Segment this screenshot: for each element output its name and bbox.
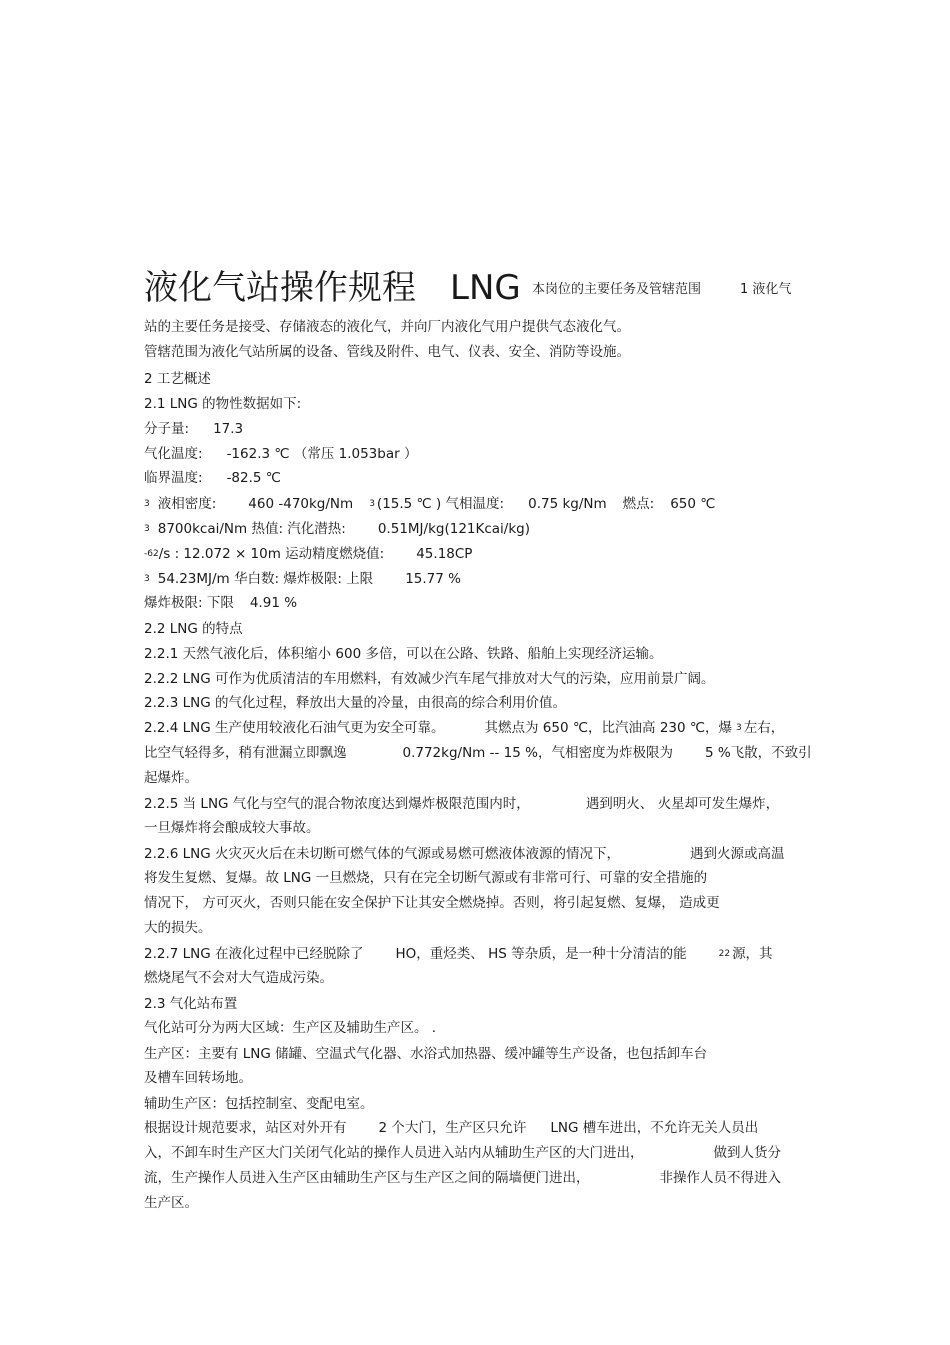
- property-label: 54.23MJ/m 华白数: 爆炸极限: 上限: [157, 571, 374, 587]
- title-subtitle: 本岗位的主要任务及管辖范围: [532, 282, 702, 297]
- subsection-heading: 2.1 LNG 的物性数据如下:: [144, 396, 302, 412]
- subsection-heading: 2.2 LNG 的特点: [144, 621, 243, 637]
- superscript: 3: [736, 723, 742, 733]
- property-row: [144, 520, 530, 538]
- superscript: 3: [369, 499, 375, 509]
- property-label: 气化温度:: [144, 446, 203, 462]
- property-row: [144, 570, 461, 588]
- subsection-heading: 2.3 气化站布置: [144, 996, 238, 1012]
- property-value: 0.51MJ/kg(121Kcai/kg): [377, 521, 531, 537]
- text-line: [144, 795, 779, 813]
- property-value: 650 ℃: [670, 496, 716, 512]
- text-line: 及槽车回转场地。: [144, 1070, 252, 1086]
- property-label: 液相密度:: [157, 496, 217, 512]
- superscript: 3: [144, 524, 150, 534]
- text-segment: 源，其: [732, 946, 773, 962]
- superscript: 3: [144, 574, 150, 584]
- text-segment: 0.772kg/Nm -- 15 %，气相密度为炸极限为: [402, 745, 673, 761]
- superscript: 3: [144, 499, 150, 509]
- title-lng: LNG: [450, 268, 521, 308]
- text-line: [144, 719, 784, 737]
- document-title: [144, 266, 521, 310]
- text-segment: 遇到火源或高温: [690, 846, 785, 862]
- text-segment: 2.2.7 LNG 在液化过程中已经脱除了: [144, 946, 364, 962]
- text-segment: 比空气轻得多，稍有泄漏立即飘逸: [144, 745, 347, 761]
- text-line: [144, 845, 785, 863]
- text-segment: 其燃点为 650 ℃，比汽油高 230 ℃，爆: [484, 720, 733, 736]
- property-value: 460 -470kg/Nm: [248, 496, 354, 512]
- property-value: -162.3 ℃ （常压 1.053bar ）: [226, 446, 418, 462]
- property-row: [144, 445, 417, 463]
- property-row: [144, 545, 472, 563]
- text-segment: 根据设计规范要求，站区对外开有: [144, 1120, 347, 1136]
- property-label: 爆炸极限: 下限: [144, 595, 234, 611]
- property-row: [144, 594, 297, 612]
- property-label: 分子量:: [144, 421, 190, 437]
- text-line: 生产区：主要有 LNG 储罐、空温式气化器、水浴式加热器、缓冲罐等生产设备，也包括卸车台: [144, 1046, 708, 1062]
- text-line: 燃烧尾气不会对大气造成污染。: [144, 970, 333, 986]
- text-segment: 5 %飞散，不致引: [704, 745, 812, 761]
- text-line: [144, 1144, 781, 1162]
- property-label: 临界温度:: [144, 470, 203, 486]
- title-main: 液化气站操作规程: [144, 268, 416, 308]
- property-label: (15.5 ℃ ) 气相温度:: [376, 496, 505, 512]
- text-line: 2.2.2 LNG 可作为优质清洁的车用燃料，有效减少汽车尾气排放对大气的污染，应用前景广阔。: [144, 671, 715, 687]
- text-segment: 2.2.5 当 LNG 气化与空气的混合物浓度达到爆炸极限范围内时，: [144, 796, 530, 812]
- superscript: -62: [144, 549, 159, 559]
- text-line: 辅助生产区：包括控制室、变配电室。: [144, 1096, 374, 1112]
- text-line: 情况下， 方可灭火，否则只能在安全保护下让其安全燃烧掉。否则，将引起复燃、复爆， 造成更: [144, 895, 720, 911]
- text-line: 管辖范围为液化气站所属的设备、管线及附件、电气、仪表、安全、消防等设施。: [144, 344, 630, 360]
- text-line: [144, 945, 773, 963]
- text-line: [144, 1169, 781, 1187]
- text-line: 站的主要任务是接受、存储液态的液化气，并向厂内液化气用户提供气态液化气。: [144, 319, 630, 335]
- text-segment: HO，重烃类、 HS 等杂质，是一种十分清洁的能: [395, 946, 687, 962]
- text-line: [144, 744, 812, 762]
- superscript: 22: [718, 949, 731, 959]
- text-line: 生产区。: [144, 1195, 198, 1211]
- property-value: 0.75 kg/Nm: [528, 496, 607, 512]
- text-segment: LNG 槽车进出，不允许无关人员出: [550, 1120, 759, 1136]
- property-row: [144, 420, 243, 438]
- text-line: 起爆炸。: [144, 770, 198, 786]
- property-value: 45.18CP: [416, 546, 473, 562]
- text-segment: 2 个大门，生产区只允许: [378, 1120, 527, 1136]
- text-line: 2.2.3 LNG 的气化过程，释放出大量的冷量，由很高的综合利用价值。: [144, 695, 567, 711]
- section-heading: 2 工艺概述: [144, 371, 211, 387]
- text-line: 气化站可分为两大区域：生产区及辅助生产区。 .: [144, 1020, 437, 1036]
- property-row: [144, 469, 281, 487]
- text-line: 2.2.1 天然气液化后，体积缩小 600 多倍，可以在公路、铁路、船舶上实现经济运输。: [144, 646, 663, 662]
- text-line: 将发生复燃、复爆。故 LNG 一旦燃烧，只有在完全切断气源或有非常可行、可靠的安全措施的: [144, 870, 708, 886]
- property-value: 4.91 %: [249, 595, 298, 611]
- text-segment: 2.2.6 LNG 火灾灭火后在未切断可燃气体的气源或易燃可燃液体液源的情况下，: [144, 846, 621, 862]
- property-row: [144, 495, 715, 513]
- text-line: 大的损失。: [144, 920, 212, 936]
- text-segment: 做到人货分: [713, 1145, 781, 1161]
- property-label: /s : 12.072 × 10m 运动精度燃烧值:: [158, 546, 385, 562]
- property-value: -82.5 ℃: [226, 470, 281, 486]
- title-subtitle-2: 1 液化气: [740, 282, 792, 297]
- text-line: 一旦爆炸将会酿成较大事故。: [144, 820, 320, 836]
- text-segment: 非操作人员不得进入: [659, 1170, 781, 1186]
- text-segment: 左右，: [743, 720, 785, 736]
- text-segment: 入，不卸车时生产区大门关闭气化站的操作人员进入站内从辅助生产区的大门进出，: [144, 1145, 644, 1161]
- property-label: 燃点:: [622, 496, 655, 512]
- text-line: [144, 1119, 758, 1137]
- property-value: 17.3: [213, 421, 244, 437]
- property-label: 8700kcai/Nm 热值: 汽化潜热:: [157, 521, 346, 537]
- text-segment: 遇到明火、 火星却可发生爆炸，: [585, 796, 780, 812]
- property-value: 15.77 %: [405, 571, 461, 587]
- text-segment: 流，生产操作人员进入生产区由辅助生产区与生产区之间的隔墙便门进出，: [144, 1170, 590, 1186]
- text-segment: 2.2.4 LNG 生产使用较液化石油气更为安全可靠。: [144, 720, 445, 736]
